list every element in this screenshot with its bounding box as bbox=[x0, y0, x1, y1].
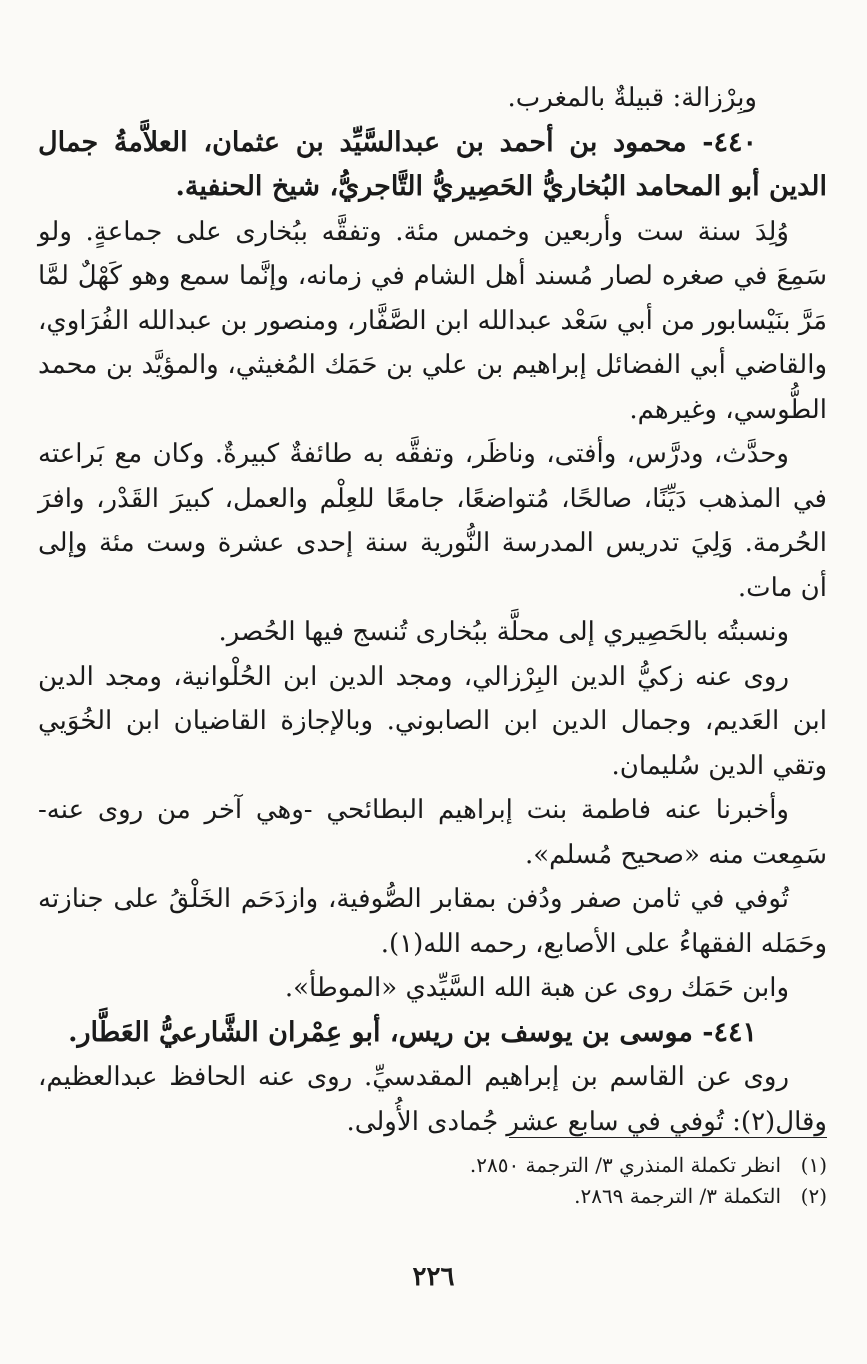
entry-heading-440: ٤٤٠- محمود بن أحمد بن عبدالسَّيِّد بن عثمان، العلاَّمةُ جمال الدين أبو المحامد البُخاريُّ الحَصِيريُّ التَّاجريُّ، شيخ الحنفية. bbox=[38, 126, 827, 202]
footnote-number: (٢) bbox=[800, 1184, 827, 1208]
main-text bbox=[38, 76, 827, 1144]
paragraph-fatima: وأخبرنا عنه فاطمة بنت إبراهيم البطائحي -وهي آخر من روى عنه- سَمِعت منه «صحيح مُسلم». bbox=[38, 795, 827, 870]
paragraph-birzala-note: وبِرْزالة: قبيلةٌ بالمغرب. bbox=[507, 83, 757, 113]
paragraph-teaching: وحدَّث، ودرَّس، وأفتى، وناظَر، وتفقَّه به طائفةٌ كبيرةٌ. وكان مع بَراعته في المذهب دَيِّنًا، صالحًا، مُتواضعًا، جامعًا للعِلْم والعمل، كبيرَ القَدْر، وافرَ الحُرمة. وَلِيَ تدريس المدرسة النُّورية سنة إحدى عشرة وست مئة وإلى أن مات. bbox=[38, 439, 827, 603]
paragraph-birth: وُلِدَ سنة ست وأربعين وخمس مئة. وتفقَّه ببُخارى على جماعةٍ. ولو سَمِعَ في صغره لصار مُسند أهل الشام في زمانه، وإنَّما سمع وهو كَهْلٌ لمَّا مَرَّ بنَيْسابور من أبي سَعْد عبدالله ابن الصَّفَّار، ومنصور بن عبدالله الفُرَاوي، والقاضي أبي الفضائل إبراهيم بن علي بن حَمَك المُغيثي، والمؤيَّد بن محمد الطُّوسي، وغيرهم. bbox=[38, 216, 827, 425]
paragraph-musa: روى عن القاسم بن إبراهيم المقدسيِّ. روى عنه الحافظ عبدالعظيم، وقال(٢): تُوفي في سابع عشر جُمادى الأُولى. bbox=[38, 1062, 827, 1137]
entry-heading-441: ٤٤١- موسى بن يوسف بن ريس، أبو عِمْران الشَّارعيُّ العَطَّار. bbox=[68, 1016, 757, 1048]
paragraph-nisba: ونسبتُه بالحَصِيري إلى محلَّة ببُخارى تُنسج فيها الحُصر. bbox=[218, 617, 789, 647]
page-number: ٢٢٦ bbox=[412, 1262, 455, 1292]
footnote-text: انظر تكملة المنذري ٣/ الترجمة ٢٨٥٠. bbox=[469, 1153, 781, 1177]
paragraph-narrators: روى عنه زكيُّ الدين البِرْزالي، ومجد الدين ابن الحُلْوانية، ومجد الدين ابن العَديم، وجمال الدين ابن الصابوني. وبالإجازة القاضيان ابن الخُوَيي وتقي الدين سُليمان. bbox=[38, 661, 827, 781]
paragraph-death: تُوفي في ثامن صفر ودُفن بمقابر الصُّوفية، وازدَحَم الخَلْقُ على جنازته وحَمَله الفقهاءُ على الأصابع، رحمه الله(١). bbox=[38, 884, 827, 959]
footnote-1 bbox=[38, 1150, 827, 1181]
footnote-text: التكملة ٣/ الترجمة ٢٨٦٩. bbox=[574, 1184, 781, 1208]
footnote-divider bbox=[509, 1137, 827, 1138]
footnote-number: (١) bbox=[800, 1153, 827, 1177]
paragraph-ibn-hamak: وابن حَمَك روى عن هبة الله السَّيِّدي «الموطأ». bbox=[284, 973, 789, 1003]
footnote-2 bbox=[38, 1181, 827, 1212]
footnotes bbox=[38, 1150, 827, 1212]
